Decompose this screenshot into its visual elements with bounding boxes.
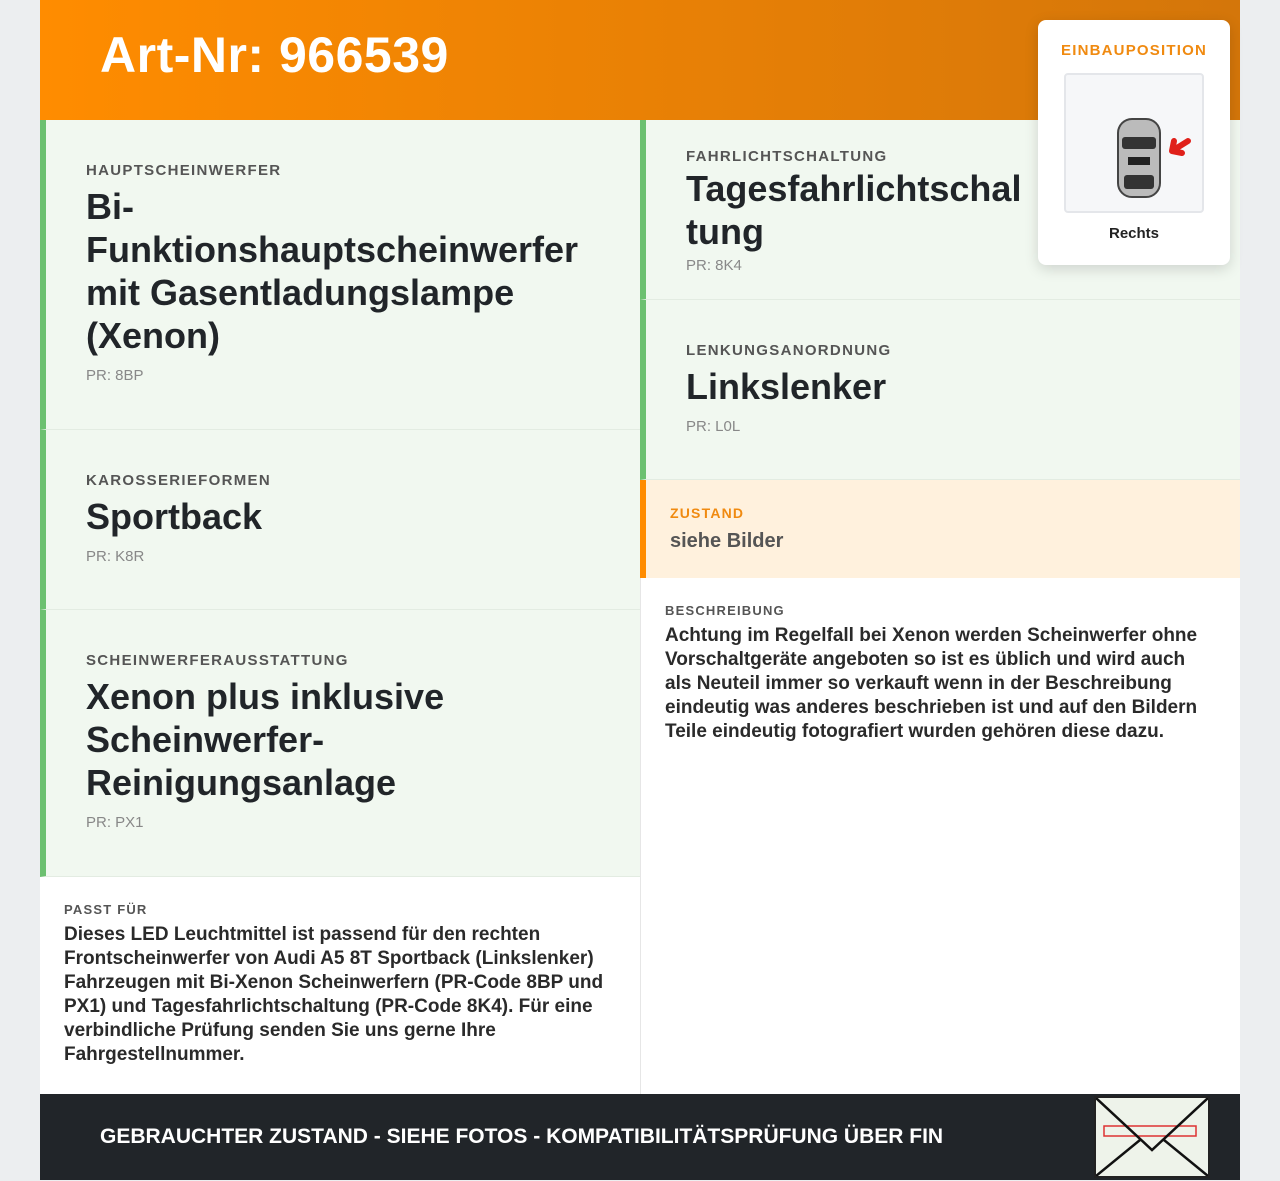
beschreibung-section [640, 578, 1240, 1094]
zustand-label: ZUSTAND [670, 505, 745, 521]
zustand-box [640, 480, 1240, 578]
spec-card-lenkungsanordnung [640, 300, 1240, 480]
spec-label: LENKUNGSANORDNUNG [686, 342, 892, 359]
spec-label: HAUPTSCHEINWERFER [86, 162, 282, 179]
passt-fuer-label: PASST FÜR [64, 902, 148, 917]
spec-label: KAROSSERIEFORMEN [86, 472, 271, 489]
footer-banner [40, 1094, 1240, 1180]
spec-card-scheinwerferausstattung [40, 610, 640, 877]
car-top-view-icon [1066, 75, 1206, 215]
einbauposition-card [1038, 20, 1230, 265]
page [40, 0, 1240, 1180]
footer-text: GEBRAUCHTER ZUSTAND - SIEHE FOTOS - KOMPATIBILITÄTSPRÜFUNG ÜBER FIN [100, 1125, 944, 1148]
einbauposition-label: EINBAUPOSITION [1061, 42, 1207, 59]
spec-value: Linkslenker [686, 366, 887, 407]
spec-pr-code: PR: L0L [686, 418, 741, 435]
passt-fuer-section [40, 877, 640, 1094]
envelope-fin-icon [1094, 1096, 1210, 1178]
einbauposition-value: Rechts [1108, 225, 1160, 242]
spec-card-hauptscheinwerfer [40, 120, 640, 430]
spec-label: FAHRLICHTSCHALTUNG [686, 148, 888, 165]
spec-pr-code: PR: K8R [86, 548, 145, 565]
beschreibung-label: BESCHREIBUNG [665, 603, 785, 618]
spec-card-karosserieformen [40, 430, 640, 610]
passt-fuer-text: Dieses LED Leuchtmittel ist passend für den rechten Frontscheinwerfer von Audi A5 8T Sportback (Linkslenker) Fahrzeugen mit Bi-Xenon Scheinwerfern (PR-Code 8BP und PX1) und Tagesfahrlichtschaltung (PR-Code 8K4). Für eine verbindliche Prüfung senden Sie uns gerne Ihre Fahrgestellnummer. [64, 924, 604, 1065]
spec-value: Xenon plus inklusive Scheinwerfer-Reinigungsanlage [86, 676, 445, 803]
beschreibung-text: Achtung im Regelfall bei Xenon werden Scheinwerfer ohne Vorschaltgeräte angeboten so ist es üblich und wird auch als Neuteil immer so verkauft wenn in der Beschreibung eindeutig was anderes beschrieben ist und auf den Bildern Teile eindeutig fotografiert wurden gehören diese dazu. [665, 625, 1198, 742]
spec-pr-code: PR: 8BP [86, 367, 144, 384]
spec-value: Sportback [86, 496, 263, 537]
spec-pr-code: PR: 8K4 [686, 257, 742, 274]
spec-value: Tagesfahrlichtschaltung [686, 168, 1022, 252]
zustand-value: siehe Bilder [670, 530, 784, 552]
car-position-image [1064, 73, 1204, 213]
article-number: Art-Nr: 966539 [100, 27, 449, 83]
spec-pr-code: PR: PX1 [86, 814, 144, 831]
spec-label: SCHEINWERFERAUSSTATTUNG [86, 652, 349, 669]
spec-value: Bi-Funktionshauptscheinwerfer mit Gasentladungslampe (Xenon) [86, 186, 579, 356]
